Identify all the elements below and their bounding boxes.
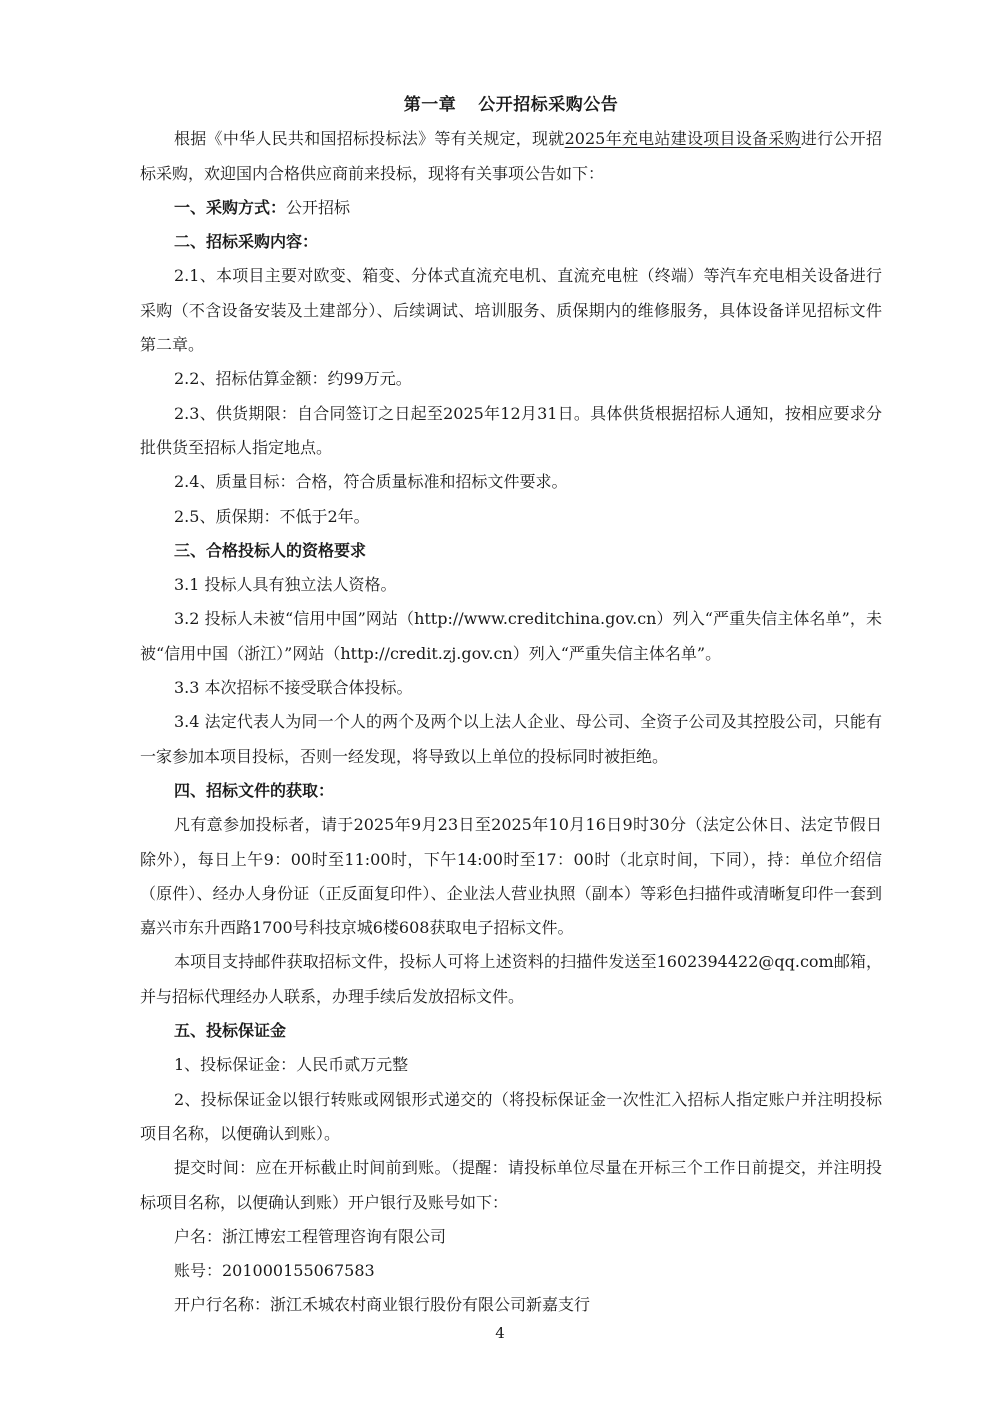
account-name: 户名：浙江博宏工程管理咨询有限公司	[174, 1226, 447, 1246]
procurement-method: 公开招标	[286, 197, 351, 217]
paragraph-3-3: 3.3 本次招标不接受联合体投标。	[174, 678, 413, 698]
chapter-name: 公开招标采购公告	[478, 95, 619, 115]
page-number: 4	[495, 1324, 505, 1342]
document-page	[140, 88, 882, 1323]
paragraph-4-1: 凡有意参加投标者，请于2025年9月23日至2025年10月16日9时30分（法定公休日、法定节假日除外），每日上午9：00时至11:00时，下午14:00时至17：00时（北京时间，下同），持：单位介绍信（原件）、经办人身份证（正反面复印件）、企业法人营业执照（副本）等彩色扫描件或清晰复印件一套到嘉兴市东升西路1700号科技京城6楼608获取电子招标文件。	[140, 815, 882, 938]
paragraph-2-2: 2.2、招标估算金额：约99万元。	[174, 369, 412, 389]
section-4-heading: 四、招标文件的获取：	[174, 780, 335, 800]
account-number: 账号：201000155067583	[174, 1261, 375, 1281]
paragraph-5-2: 2、投标保证金以银行转账或网银形式递交的（将投标保证金一次性汇入招标人指定账户并注明投标项目名称，以便确认到账）。	[140, 1089, 882, 1143]
section-2-heading: 二、招标采购内容：	[174, 232, 319, 252]
paragraph-3-2: 3.2 投标人未被“信用中国”网站（http://www.creditchina.gov.cn）列入“严重失信主体名单”，未被“信用中国（浙江）”网站（http://credit.zj.gov.cn）列入“严重失信主体名单”。	[140, 609, 882, 663]
paragraph-3-1: 3.1 投标人具有独立法人资格。	[174, 575, 397, 595]
chapter-number: 第一章	[403, 95, 457, 115]
section-1	[140, 191, 882, 225]
paragraph-2-5: 2.5、质保期：不低于2年。	[174, 506, 370, 526]
paragraph-2-4: 2.4、质量目标：合格，符合质量标准和招标文件要求。	[174, 472, 568, 492]
paragraph-5-1: 1、投标保证金：人民币贰万元整	[174, 1055, 409, 1075]
paragraph-2-3: 2.3、供货期限：自合同签订之日起至2025年12月31日。具体供货根据招标人通知，按相应要求分批供货至招标人指定地点。	[140, 403, 882, 457]
section-5-heading: 五、投标保证金	[174, 1021, 287, 1041]
bank-name: 开户行名称：浙江禾城农村商业银行股份有限公司新嘉支行	[174, 1295, 591, 1315]
paragraph-2-1: 2.1、本项目主要对欧变、箱变、分体式直流充电机、直流充电桩（终端）等汽车充电相关设备进行采购（不含设备安装及土建部分）、后续调试、培训服务、质保期内的维修服务，具体设备详见招标文件第二章。	[140, 266, 882, 355]
intro-paragraph: 根据《中华人民共和国招标投标法》等有关规定，现就2025年充电站建设项目设备采购进行公开招标采购，欢迎国内合格供应商前来投标，现将有关事项公告如下：	[140, 129, 882, 183]
paragraph-5-3: 提交时间：应在开标截止时间前到账。（提醒：请投标单位尽量在开标三个工作日前提交，并注明投标项目名称，以便确认到账）开户银行及账号如下：	[140, 1158, 882, 1212]
paragraph-3-4: 3.4 法定代表人为同一个人的两个及两个以上法人企业、母公司、全资子公司及其控股公司，只能有一家参加本项目投标，否则一经发现，将导致以上单位的投标同时被拒绝。	[140, 712, 882, 766]
section-1-heading: 一、采购方式：	[174, 197, 287, 217]
paragraph-4-2: 本项目支持邮件获取招标文件，投标人可将上述资料的扫描件发送至1602394422@qq.com邮箱，并与招标代理经办人联系，办理手续后发放招标文件。	[140, 952, 882, 1006]
project-name: 2025年充电站建设项目设备采购	[564, 129, 801, 149]
section-3-heading: 三、合格投标人的资格要求	[174, 540, 367, 560]
page-title	[140, 88, 882, 122]
